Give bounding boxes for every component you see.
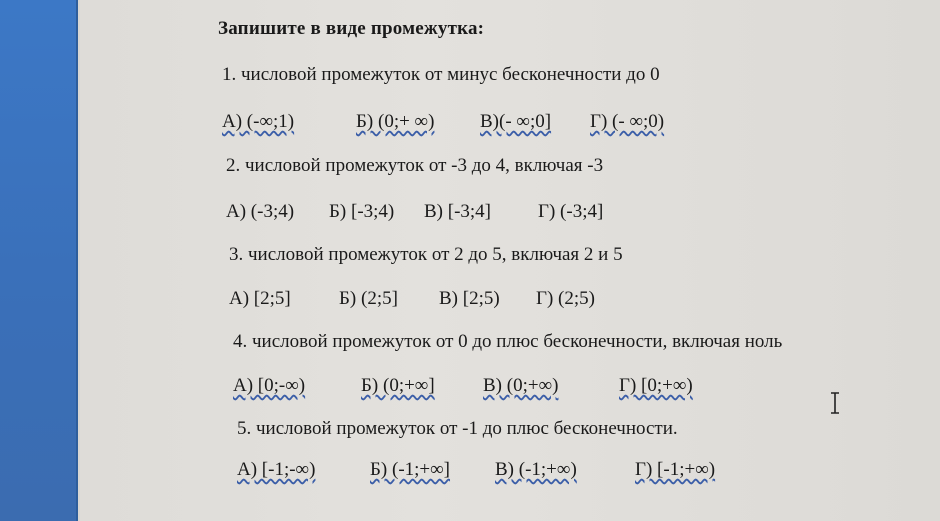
answer-5-c[interactable]: В) (-1;+∞) [495,459,577,480]
answer-1-c[interactable]: В)(- ∞;0] [480,111,552,132]
question-1: 1. числовой промежуток от минус бесконечности до 0 [222,64,660,85]
question-2: 2. числовой промежуток от -3 до 4, включая -3 [226,155,604,176]
answer-4-a[interactable]: А) [0;-∞) [233,375,306,396]
answer-4-d[interactable]: Г) [0;+∞) [619,375,693,396]
answer-1-d[interactable]: Г) (- ∞;0) [590,111,665,132]
answer-1-a[interactable]: А) (-∞;1) [222,111,295,132]
text-cursor-icon [828,392,842,414]
answer-2-c[interactable]: В) [-3;4] [424,201,492,222]
answer-2-a[interactable]: А) (-3;4) [226,201,295,222]
question-4 [233,331,782,353]
answer-2-b[interactable]: Б) [-3;4) [329,201,395,222]
question-3: 3. числовой промежуток от 2 до 5, включая 2 и 5 [229,244,623,265]
question-4-text: 4. числовой промежуток от 0 до плюс бесконечности, включая ноль [233,331,783,352]
answer-1-b[interactable]: Б) (0;+ ∞) [356,111,435,132]
answer-4-c[interactable]: В) (0;+∞) [483,375,559,396]
answer-3-a[interactable]: А) [2;5] [229,288,291,309]
question-5: 5. числовой промежуток от -1 до плюс бесконечности. [237,418,678,439]
answer-2-d[interactable]: Г) (-3;4] [538,201,604,222]
answer-3-b[interactable]: Б) (2;5] [339,288,398,309]
answer-5-b[interactable]: Б) (-1;+∞] [370,459,451,480]
answer-3-d[interactable]: Г) (2;5) [536,288,595,309]
answer-3-c[interactable]: В) [2;5) [439,288,500,309]
answer-4-b[interactable]: Б) (0;+∞] [361,375,435,396]
answer-5-d[interactable]: Г) [-1;+∞) [635,459,716,480]
answer-5-a[interactable]: А) [-1;-∞) [237,459,316,480]
page-heading: Запишите в виде промежутка: [218,18,485,39]
document-side-panel [0,0,78,521]
